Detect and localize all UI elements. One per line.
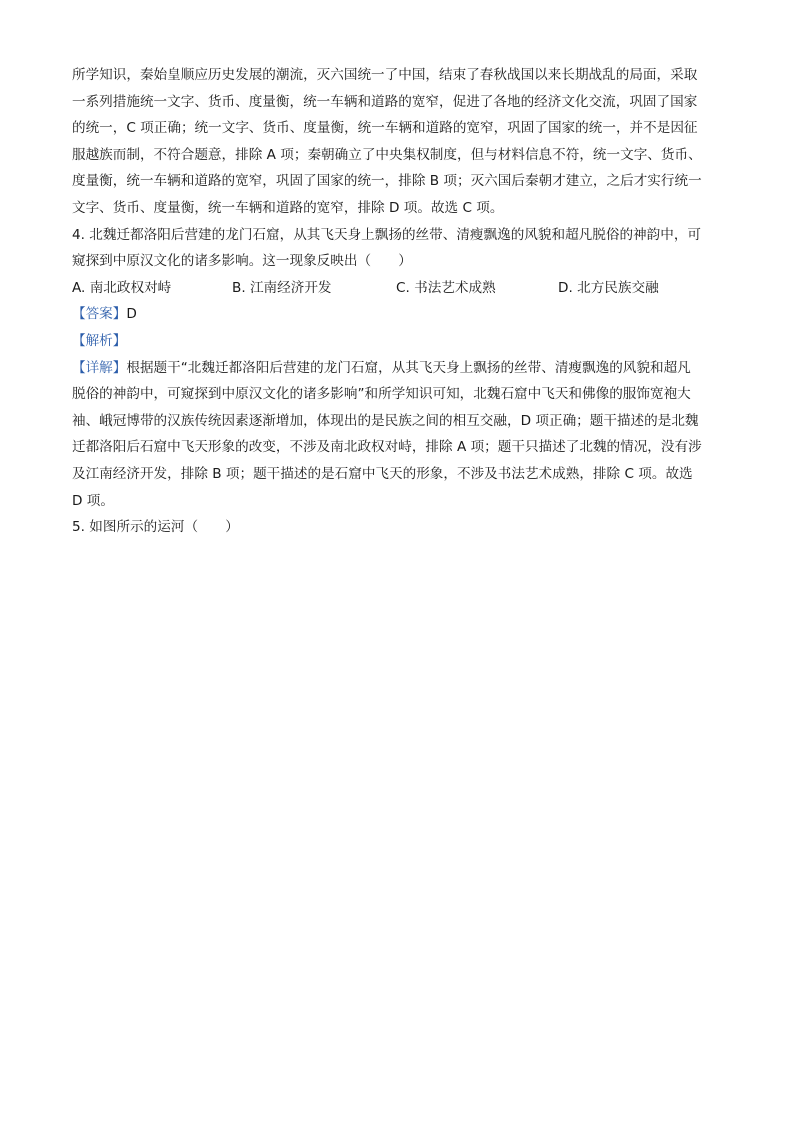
text-line: 及江南经济开发，排除 B 项；题干描述的是石窟中飞天的形象，不涉及书法艺术成熟，排除 C 项。故选 bbox=[72, 465, 693, 482]
question-4-stem bbox=[72, 222, 722, 275]
answer-tag: 【答案】 bbox=[72, 306, 127, 323]
option-d: D. 北方民族交融 bbox=[558, 279, 659, 296]
text-line: 度量衡，统一车辆和道路的宽窄，巩固了国家的统一，排除 B 项；灭六国后秦朝才建立，之后才实行统一 bbox=[72, 173, 702, 190]
question-4-options bbox=[72, 275, 722, 302]
text-line bbox=[72, 355, 722, 382]
text-line: 窥探到中原汉文化的诸多影响。这一现象反映出（ ） bbox=[72, 253, 412, 270]
analysis-line bbox=[72, 328, 722, 355]
text-line: D 项。 bbox=[72, 492, 114, 509]
text-line: 袖、峨冠博带的汉族传统因素逐渐增加，体现出的是民族之间的相互交融，D 项正确；题干描述的是北魏 bbox=[72, 412, 699, 429]
text-line: 4. 北魏迁都洛阳后营建的龙门石窟，从其飞天身上飘扬的丝带、清瘦飘逸的风貌和超凡脱俗的神韵中，可 bbox=[72, 226, 702, 243]
text-line: 迁都洛阳后石窟中飞天形象的改变，不涉及南北政权对峙，排除 A 项；题干只描述了北魏的情况，没有涉 bbox=[72, 439, 702, 456]
detail-text: 根据题干“北魏迁都洛阳后营建的龙门石窟，从其飞天身上飘扬的丝带、清瘦飘逸的风貌和超凡 bbox=[126, 359, 691, 376]
document-page bbox=[72, 62, 722, 541]
answer-line bbox=[72, 301, 722, 328]
text-line: 文字、货币、度量衡，统一车辆和道路的宽窄，排除 D 项。故选 C 项。 bbox=[72, 199, 504, 216]
option-c: C. 书法艺术成熟 bbox=[396, 279, 496, 296]
detail-paragraph bbox=[72, 355, 722, 515]
question-5-stem: 5. 如图所示的运河（ ） bbox=[72, 519, 239, 536]
option-a: A. 南北政权对峙 bbox=[72, 279, 172, 296]
answer-value: D bbox=[126, 306, 137, 323]
text-line: 服越族而制，不符合题意，排除 A 项；秦朝确立了中央集权制度，但与材料信息不符，统一文字、货币、 bbox=[72, 146, 702, 163]
text-line: 一系列措施统一文字、货币、度量衡，统一车辆和道路的宽窄，促进了各地的经济文化交流，巩固了国家 bbox=[72, 93, 698, 110]
text-line: 的统一，C 项正确；统一文字、货币、度量衡，统一车辆和道路的宽窄，巩固了国家的统一，并不是因征 bbox=[72, 120, 698, 137]
text-line: 所学知识，秦始皇顺应历史发展的潮流，灭六国统一了中国，结束了春秋战国以来长期战乱的局面，采取 bbox=[72, 67, 698, 83]
analysis-tag: 【解析】 bbox=[72, 332, 127, 349]
q3-explanation-paragraph bbox=[72, 62, 722, 222]
option-b: B. 江南经济开发 bbox=[232, 279, 332, 296]
text-line: 脱俗的神韵中，可窥探到中原汉文化的诸多影响”和所学知识可知，北魏石窟中飞天和佛像的服饰宽袍大 bbox=[72, 386, 691, 403]
detail-tag: 【详解】 bbox=[72, 359, 127, 376]
